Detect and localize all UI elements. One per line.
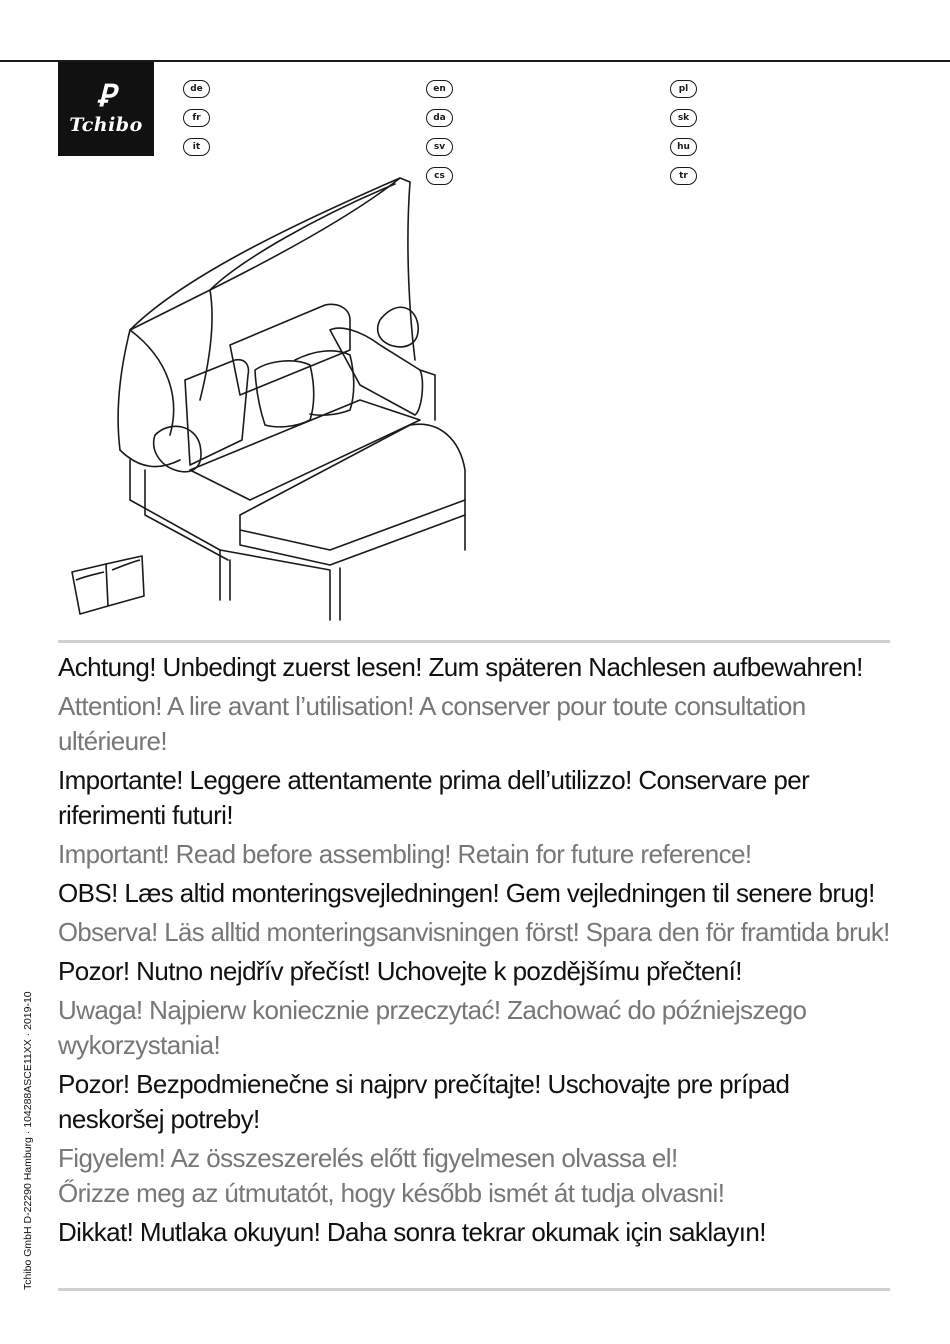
language-column-1 xyxy=(183,80,210,167)
language-badge: sv xyxy=(426,138,453,156)
language-badge: fr xyxy=(183,109,210,127)
language-badge: cs xyxy=(426,167,453,185)
warning-cs: Pozor! Nutno nejdřív přečíst! Uchovejte k pozdějšímu přečtení! xyxy=(58,956,742,986)
tchibo-logo xyxy=(58,62,154,156)
imprint: Tchibo GmbH D-22290 Hamburg · 104288ASCE11XX · 2019-10 xyxy=(22,991,34,1290)
open-book-icon xyxy=(66,552,146,620)
brand-name: Tchibo xyxy=(69,114,143,136)
bottom-divider xyxy=(58,1288,890,1291)
language-badge: hu xyxy=(670,138,697,156)
warning-it: Importante! Leggere attentamente prima dell’utilizzo! Conservare per riferimenti futuri! xyxy=(58,765,810,830)
warning-da: OBS! Læs altid monteringsvejledningen! Gem vejledningen til senere brug! xyxy=(58,878,875,908)
language-badge: da xyxy=(426,109,453,127)
warning-pl: Uwaga! Najpierw koniecznie przeczytać! Zachować do późniejszego wykorzystania! xyxy=(58,995,807,1060)
language-badge: de xyxy=(183,80,210,98)
language-badge: tr xyxy=(670,167,697,185)
tchibo-emblem-icon: Ꝑ xyxy=(96,79,116,114)
section-divider xyxy=(58,640,890,643)
language-badge: en xyxy=(426,80,453,98)
warning-hu: Figyelem! Az összeszerelés előtt figyelmesen olvassa el! Őrizze meg az útmutatót, hogy később ismét át tudja olvasni! xyxy=(58,1143,725,1208)
warning-en: Important! Read before assembling! Retain for future reference! xyxy=(58,839,752,869)
language-badge: pl xyxy=(670,80,697,98)
warning-de: Achtung! Unbedingt zuerst lesen! Zum späteren Nachlesen aufbewahren! xyxy=(58,652,863,682)
language-column-3 xyxy=(670,80,697,196)
warning-fr: Attention! A lire avant l’utilisation! A conserver pour toute consultation ultérieure! xyxy=(58,691,806,756)
warning-sk: Pozor! Bezpodmienečne si najprv prečítajte! Uschovajte pre prípad neskoršej potreby! xyxy=(58,1069,790,1134)
language-badge: it xyxy=(183,138,210,156)
safety-warnings xyxy=(58,650,898,1254)
warning-sv: Observa! Läs alltid monteringsanvisningen först! Spara den för framtida bruk! xyxy=(58,917,890,947)
language-badge: sk xyxy=(670,109,697,127)
warning-tr: Dikkat! Mutlaka okuyun! Daha sonra tekrar okumak için saklayın! xyxy=(58,1217,766,1247)
